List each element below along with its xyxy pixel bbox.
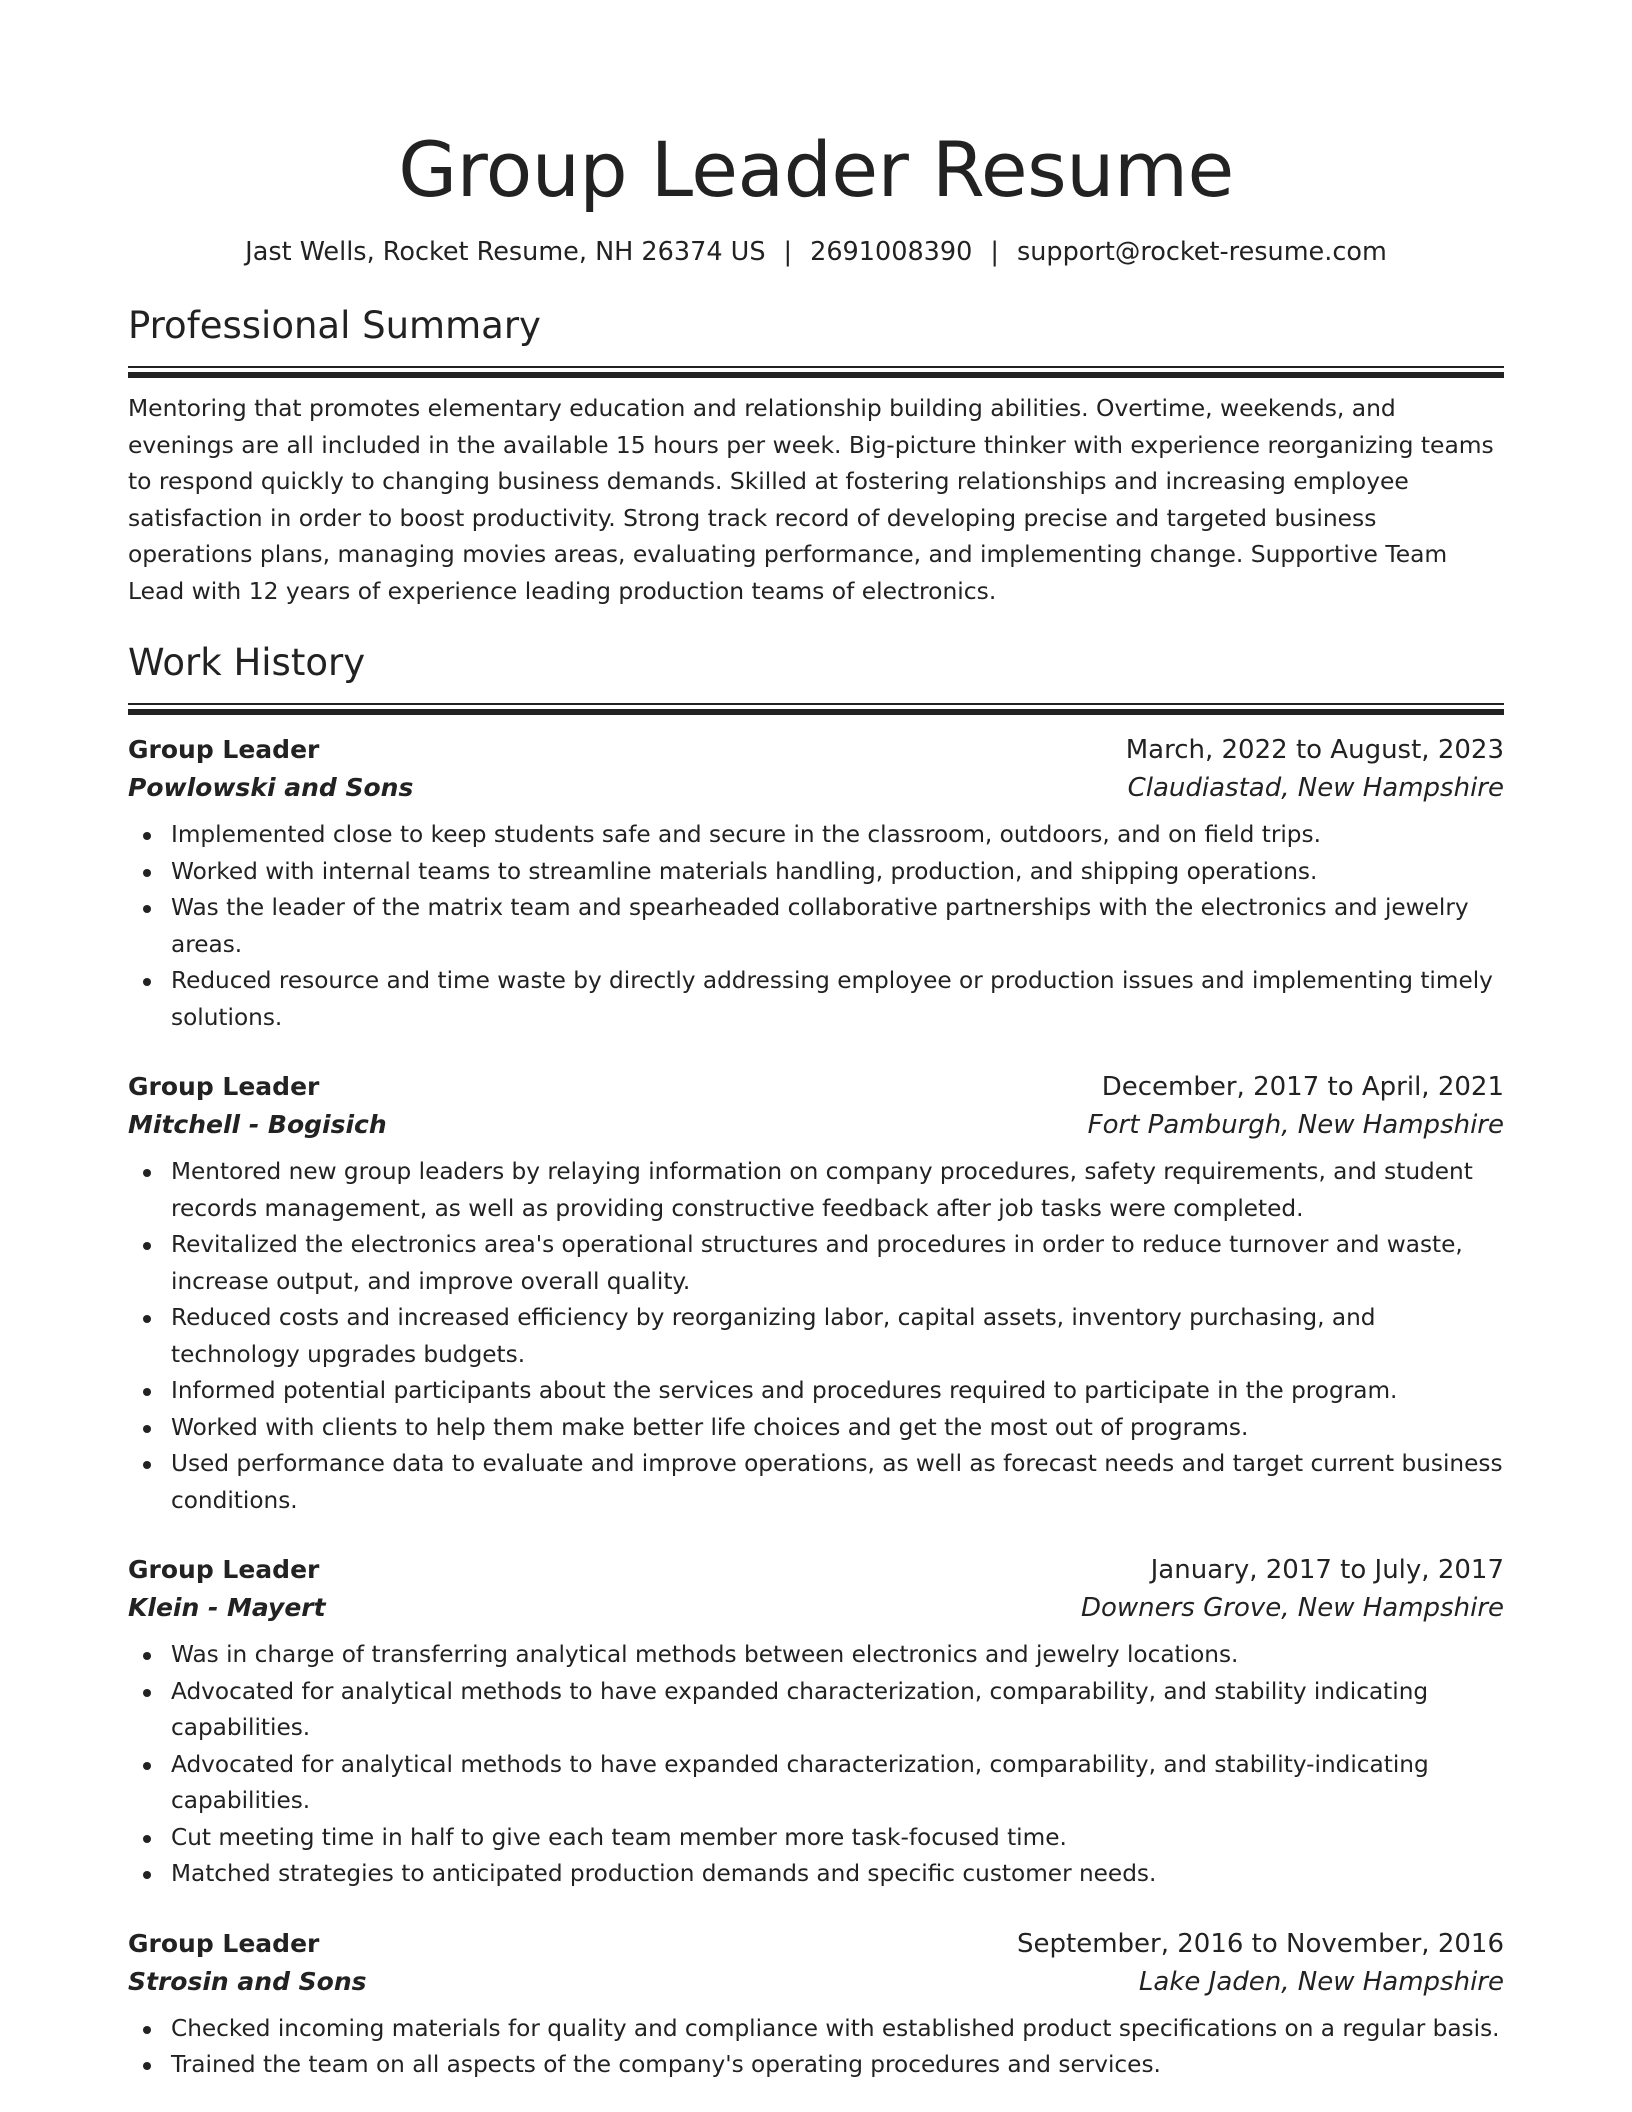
job-entry xyxy=(128,1068,1504,1519)
job-bullet-list xyxy=(128,2011,1504,2084)
contact-address: Jast Wells, Rocket Resume, NH 26374 US xyxy=(245,237,766,267)
job-company: Mitchell - Bogisich xyxy=(128,1110,387,1139)
job-bullet: Checked incoming materials for quality and compliance with established product specifications on a regular basis. xyxy=(171,2011,1504,2048)
contact-separator: | xyxy=(783,237,793,267)
professional-summary-section xyxy=(128,302,1504,609)
job-location: Downers Grove, New Hampshire xyxy=(1080,1593,1504,1623)
job-bullet-list xyxy=(128,1637,1504,1893)
job-dates: March, 2022 to August, 2023 xyxy=(1125,735,1504,765)
contact-phone: 2691008390 xyxy=(810,237,973,267)
job-bullet: Implemented close to keep students safe and secure in the classroom, outdoors, and on field trips. xyxy=(171,817,1504,854)
job-entry xyxy=(128,1551,1504,1893)
job-bullet: Mentored new group leaders by relaying information on company procedures, safety requirements, and student records management, as well as providing constructive feedback after job tasks were completed. xyxy=(171,1154,1504,1227)
work-history-section xyxy=(128,639,1504,2084)
job-title: Group Leader xyxy=(128,1072,320,1101)
job-location: Fort Pamburgh, New Hampshire xyxy=(1087,1110,1504,1140)
resume-page xyxy=(128,0,1504,2084)
section-divider xyxy=(128,703,1504,715)
job-bullet: Reduced resource and time waste by directly addressing employee or production issues and implementing timely solutions. xyxy=(171,963,1504,1036)
job-header-row xyxy=(128,1551,1504,1589)
job-list xyxy=(128,731,1504,2084)
job-bullet: Worked with clients to help them make better life choices and get the most out of programs. xyxy=(171,1410,1504,1447)
job-company-row xyxy=(128,1106,1504,1144)
job-dates: September, 2016 to November, 2016 xyxy=(1017,1928,1504,1959)
job-dates: December, 2017 to April, 2021 xyxy=(1101,1072,1504,1102)
job-entry xyxy=(128,731,1504,1036)
job-bullet: Was the leader of the matrix team and spearheaded collaborative partnerships with the electronics and jewelry areas. xyxy=(171,890,1504,963)
job-location: Claudiastad, New Hampshire xyxy=(1127,773,1504,803)
job-bullet: Used performance data to evaluate and improve operations, as well as forecast needs and target current business conditions. xyxy=(171,1446,1504,1519)
job-header-row xyxy=(128,731,1504,769)
job-title: Group Leader xyxy=(128,1555,320,1584)
job-location: Lake Jaden, New Hampshire xyxy=(1138,1966,1504,1997)
job-bullet: Worked with internal teams to streamline materials handling, production, and shipping operations. xyxy=(171,854,1504,891)
job-header-row xyxy=(128,1925,1504,1963)
job-bullet: Advocated for analytical methods to have expanded characterization, comparability, and stability indicating capabilities. xyxy=(171,1674,1504,1747)
job-company: Strosin and Sons xyxy=(128,1966,367,1996)
section-heading-work: Work History xyxy=(128,641,366,684)
job-header-row xyxy=(128,1068,1504,1106)
job-bullet: Was in charge of transferring analytical methods between electronics and jewelry locations. xyxy=(171,1637,1504,1674)
job-company-row xyxy=(128,769,1504,807)
job-company-row xyxy=(128,1589,1504,1627)
job-title: Group Leader xyxy=(128,735,320,764)
job-bullet-list xyxy=(128,817,1504,1036)
job-bullet-list xyxy=(128,1154,1504,1519)
job-entry xyxy=(128,1925,1504,2084)
job-bullet: Advocated for analytical methods to have expanded characterization, comparability, and stability-indicating capabilities. xyxy=(171,1747,1504,1820)
job-bullet: Matched strategies to anticipated production demands and specific customer needs. xyxy=(171,1856,1504,1893)
job-bullet: Informed potential participants about the services and procedures required to participate in the program. xyxy=(171,1373,1504,1410)
contact-line xyxy=(128,236,1504,268)
job-bullet: Revitalized the electronics area's operational structures and procedures in order to reduce turnover and waste, increase output, and improve overall quality. xyxy=(171,1227,1504,1300)
section-heading-summary: Professional Summary xyxy=(128,304,541,347)
contact-email[interactable]: support@rocket-resume.com xyxy=(1016,237,1387,267)
job-title: Group Leader xyxy=(128,1928,320,1958)
job-dates: January, 2017 to July, 2017 xyxy=(1150,1555,1504,1585)
job-company: Klein - Mayert xyxy=(128,1593,326,1622)
job-company-row xyxy=(128,1963,1504,2001)
job-bullet: Trained the team on all aspects of the company's operating procedures and services. xyxy=(171,2047,1504,2084)
resume-title: Group Leader Resume xyxy=(398,125,1234,214)
summary-text: Mentoring that promotes elementary education and relationship building abilities. Overtime, weekends, and evenings are all included in the available 15 hours per week. Big-picture thinker with experience reorganizing teams to respond quickly to changing business demands. Skilled at fostering relationships and increasing employee satisfaction in order to boost productivity. Strong track record of developing precise and targeted business operations plans, managing movies areas, evaluating performance, and implementing change. Supportive Team Lead with 12 years of experience leading production teams of electronics. xyxy=(128,394,1494,605)
job-bullet: Cut meeting time in half to give each team member more task-focused time. xyxy=(171,1820,1504,1857)
job-company: Powlowski and Sons xyxy=(128,773,414,802)
job-bullet: Reduced costs and increased efficiency by reorganizing labor, capital assets, inventory purchasing, and technology upgrades budgets. xyxy=(171,1300,1504,1373)
contact-separator: | xyxy=(990,237,999,267)
section-divider xyxy=(128,366,1504,378)
